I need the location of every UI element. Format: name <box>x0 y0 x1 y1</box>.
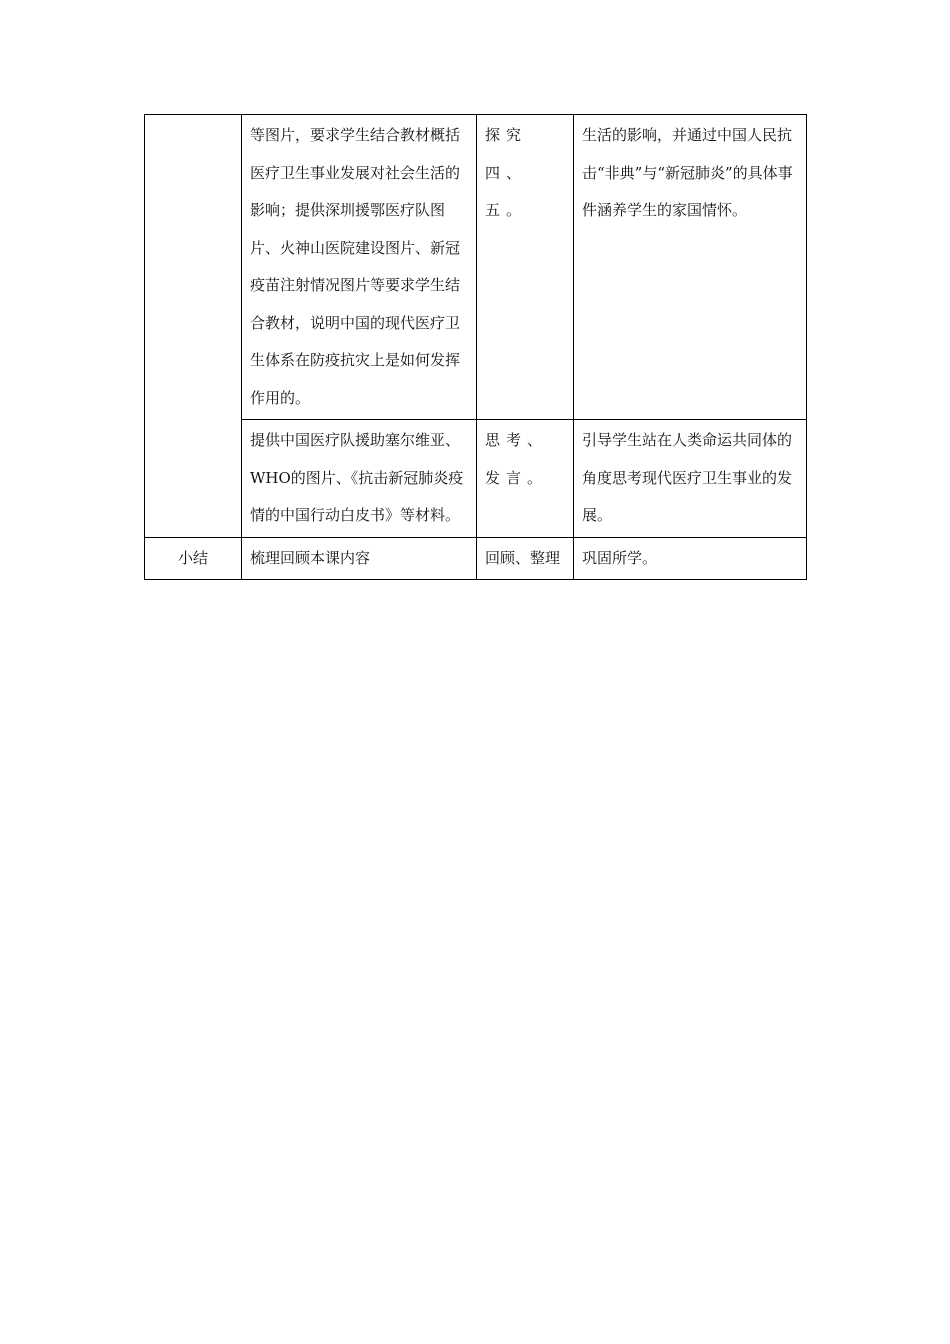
student-activity-cell: 探究四、五。 <box>477 115 574 420</box>
lesson-plan-table <box>144 114 807 580</box>
student-activity-cell: 回顾、整理 <box>477 537 574 580</box>
table-row <box>145 537 807 580</box>
design-purpose-cell: 引导学生站在人类命运共同体的角度思考现代医疗卫生事业的发展。 <box>574 420 807 538</box>
design-purpose-cell: 生活的影响，并通过中国人民抗击“非典”与“新冠肺炎”的具体事件涵养学生的家国情怀。 <box>574 115 807 420</box>
teacher-activity-cell: 提供中国医疗队援助塞尔维亚、WHO的图片、《抗击新冠肺炎疫情的中国行动白皮书》等材料。 <box>242 420 477 538</box>
design-purpose-cell: 巩固所学。 <box>574 537 807 580</box>
student-activity-cell: 思考、发言。 <box>477 420 574 538</box>
teacher-activity-cell: 等图片，要求学生结合教材概括医疗卫生事业发展对社会生活的影响；提供深圳援鄂医疗队图片、火神山医院建设图片、新冠疫苗注射情况图片等要求学生结合教材，说明中国的现代医疗卫生体系在防疫抗灾上是如何发挥作用的。 <box>242 115 477 420</box>
phase-cell: 小结 <box>145 537 242 580</box>
table-row <box>145 420 807 538</box>
teacher-activity-cell: 梳理回顾本课内容 <box>242 537 477 580</box>
phase-cell <box>145 115 242 538</box>
table-row <box>145 115 807 420</box>
